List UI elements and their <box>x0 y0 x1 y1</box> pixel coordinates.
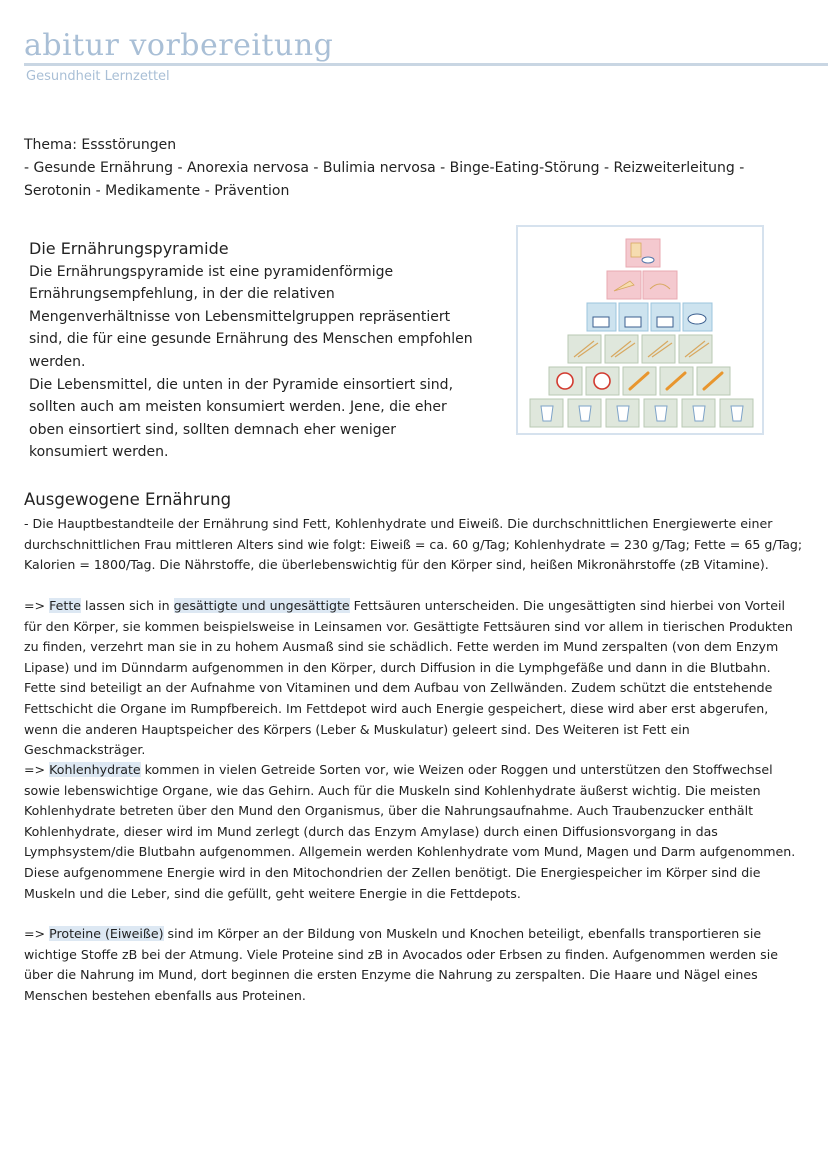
glass-icon <box>541 406 553 421</box>
apple-icon <box>557 373 573 389</box>
arrow-prefix: => <box>24 598 50 613</box>
glass-icon <box>655 406 667 421</box>
glass-icon <box>579 406 591 421</box>
kohlenhydrate-text: kommen in vielen Getreide Sorten vor, wie Weizen oder Roggen und unterstützen den Stoffwechsel sowie lebenswichtige Organe, wie das Gehirn. Auch für die Muskeln sind Kohlenhydrate äußerst wichtig. Die meisten Kohlenhydrate betreten über den Mund den Organismus, über die Nahrungsaufnahme. Auch Traubenzucker enthält Kohlenhydrate, dieser wird im Mund zerlegt (durch das Enzym Amylase) durch einen Diffusionsvorgang in das Lymphsystem/die Blutbahn aufgenommen. Allgemein werden Kohlenhydrate vom Mund, Magen und Darm aufgenommen. Diese aufgenommene Energie wird in den Mitochondrien der Zellen benötigt. Die Energiespeicher im Körper sind die Muskeln und die Leber, sind die gefüllt, geht weitere Energie in die Fettdepots. <box>24 762 796 901</box>
milk-carton-icon <box>625 317 641 327</box>
glass-icon <box>731 406 743 421</box>
keyword-proteine: Proteine (Eiweiße) <box>49 926 164 941</box>
food-pyramid-illustration <box>516 225 764 435</box>
food-pyramid-graphic <box>518 227 762 433</box>
arrow-prefix: => <box>24 762 50 777</box>
page-title: abitur vorbereitung <box>24 28 334 63</box>
glass-icon <box>617 406 629 421</box>
kohlenhydrate-paragraph <box>24 760 804 904</box>
pyramid-row-water <box>530 399 753 427</box>
candy-icon <box>642 257 654 263</box>
header-divider <box>24 63 828 66</box>
balanced-heading: Ausgewogene Ernährung <box>24 490 232 509</box>
pyramid-row-sweets <box>626 239 660 267</box>
pyramid-section <box>29 238 479 464</box>
glass-icon <box>693 406 705 421</box>
fette-mid: lassen sich in <box>81 598 174 613</box>
milk-carton-icon <box>593 317 609 327</box>
pyramid-row-fruit <box>549 367 730 395</box>
proteine-text: sind im Körper an der Bildung von Muskeln und Knochen beteiligt, ebenfalls transportieren sie wichtige Stoffe zB bei der Atmung. Viele Proteine sind zB in Avocados oder Erbsen zu finden. Aufgenommen werden sie über die Nahrung im Mund, dort beginnen die ersten Enzyme die Nahrung zu zerspalten. Die Haare und Nägel eines Menschen bestehen ebenfalls aus Proteinen. <box>24 926 778 1003</box>
keyword-fatty-acids: gesättigte und ungesättigte <box>173 598 350 613</box>
pyramid-paragraph-1: Die Ernährungspyramide ist eine pyramidenförmige Ernährungsempfehlung, in der die relativen Mengenverhältnisse von Lebensmittelgruppen repräsentiert sind, die für eine gesunde Ernährung des Menschen empfohlen werden. <box>29 263 473 370</box>
apple-icon <box>594 373 610 389</box>
topics-block <box>24 134 809 203</box>
fette-paragraph <box>24 596 804 761</box>
topic-theme: Thema: Essstörungen <box>24 137 177 153</box>
pyramid-paragraph-2: Die Lebensmittel, die unten in der Pyramide einsortiert sind, sollten auch am meisten konsumiert werden. Jene, die eher oben einsortiert sind, sollten demnach eher weniger konsumiert werden. <box>29 376 454 461</box>
keyword-kohlenhydrate: Kohlenhydrate <box>49 762 141 777</box>
milk-carton-icon <box>657 317 673 327</box>
pyramid-row-fats <box>607 271 677 299</box>
pyramid-row-grain <box>568 335 712 363</box>
keyword-fette: Fette <box>49 598 82 613</box>
topic-list: - Gesunde Ernährung - Anorexia nervosa - Bulimia nervosa - Binge-Eating-Störung - Reizweiterleitung - Serotonin - Medikamente - Prävention <box>24 160 745 199</box>
pyramid-heading: Die Ernährungspyramide <box>29 239 229 258</box>
balanced-intro: - Die Hauptbestandteile der Ernährung sind Fett, Kohlenhydrate und Eiweiß. Die durchschnittlichen Energiewerte einer durchschnittlichen Frau mittleren Alters sind wie folgt: Eiweiß = ca. 60 g/Tag; Kohlenhydrate = 230 g/Tag; Fette = 65 g/Tag; Kalorien = 1800/Tag. Die Nährstoffe, die überlebenswichtig für den Körper sind, heißen Mikronährstoffe (zB Vitamine). <box>24 516 803 573</box>
page-subtitle: Gesundheit Lernzettel <box>26 69 170 84</box>
fries-icon <box>631 243 641 257</box>
proteine-paragraph <box>24 924 804 1006</box>
arrow-prefix: => <box>24 926 50 941</box>
fette-text: Fettsäuren unterscheiden. Die ungesättigten sind hierbei von Vorteil für den Körper, sie kommen beispielsweise in Leinsamen vor. Gesättigte Fettsäuren sind vor allem in tierischen Produkten zu finden, verzehrt man sie in zu hohem Ausmaß sind sie schädlich. Fette werden im Mund zerspalten (von dem Enzym Lipase) und im Dünndarm aufgenommen in den Körper, durch Diffusion in die Lymphgefäße und dann in die Blutbahn. Fette sind beteiligt an der Aufnahme von Vitaminen und dem Aufbau von Zellwänden. Zudem schützt die entstehende Fettschicht die Organe im Rumpfbereich. Im Fettdepot wird auch Energie gespeichert, diese wird aber erst abgerufen, wenn die anderen Hauptspeicher des Körpers (Leber & Muskulatur) geleert sind. Des Weiteren ist Fett ein Geschmacksträger. <box>24 598 793 758</box>
fish-icon <box>688 314 706 324</box>
pyramid-row-dairy <box>587 303 712 331</box>
